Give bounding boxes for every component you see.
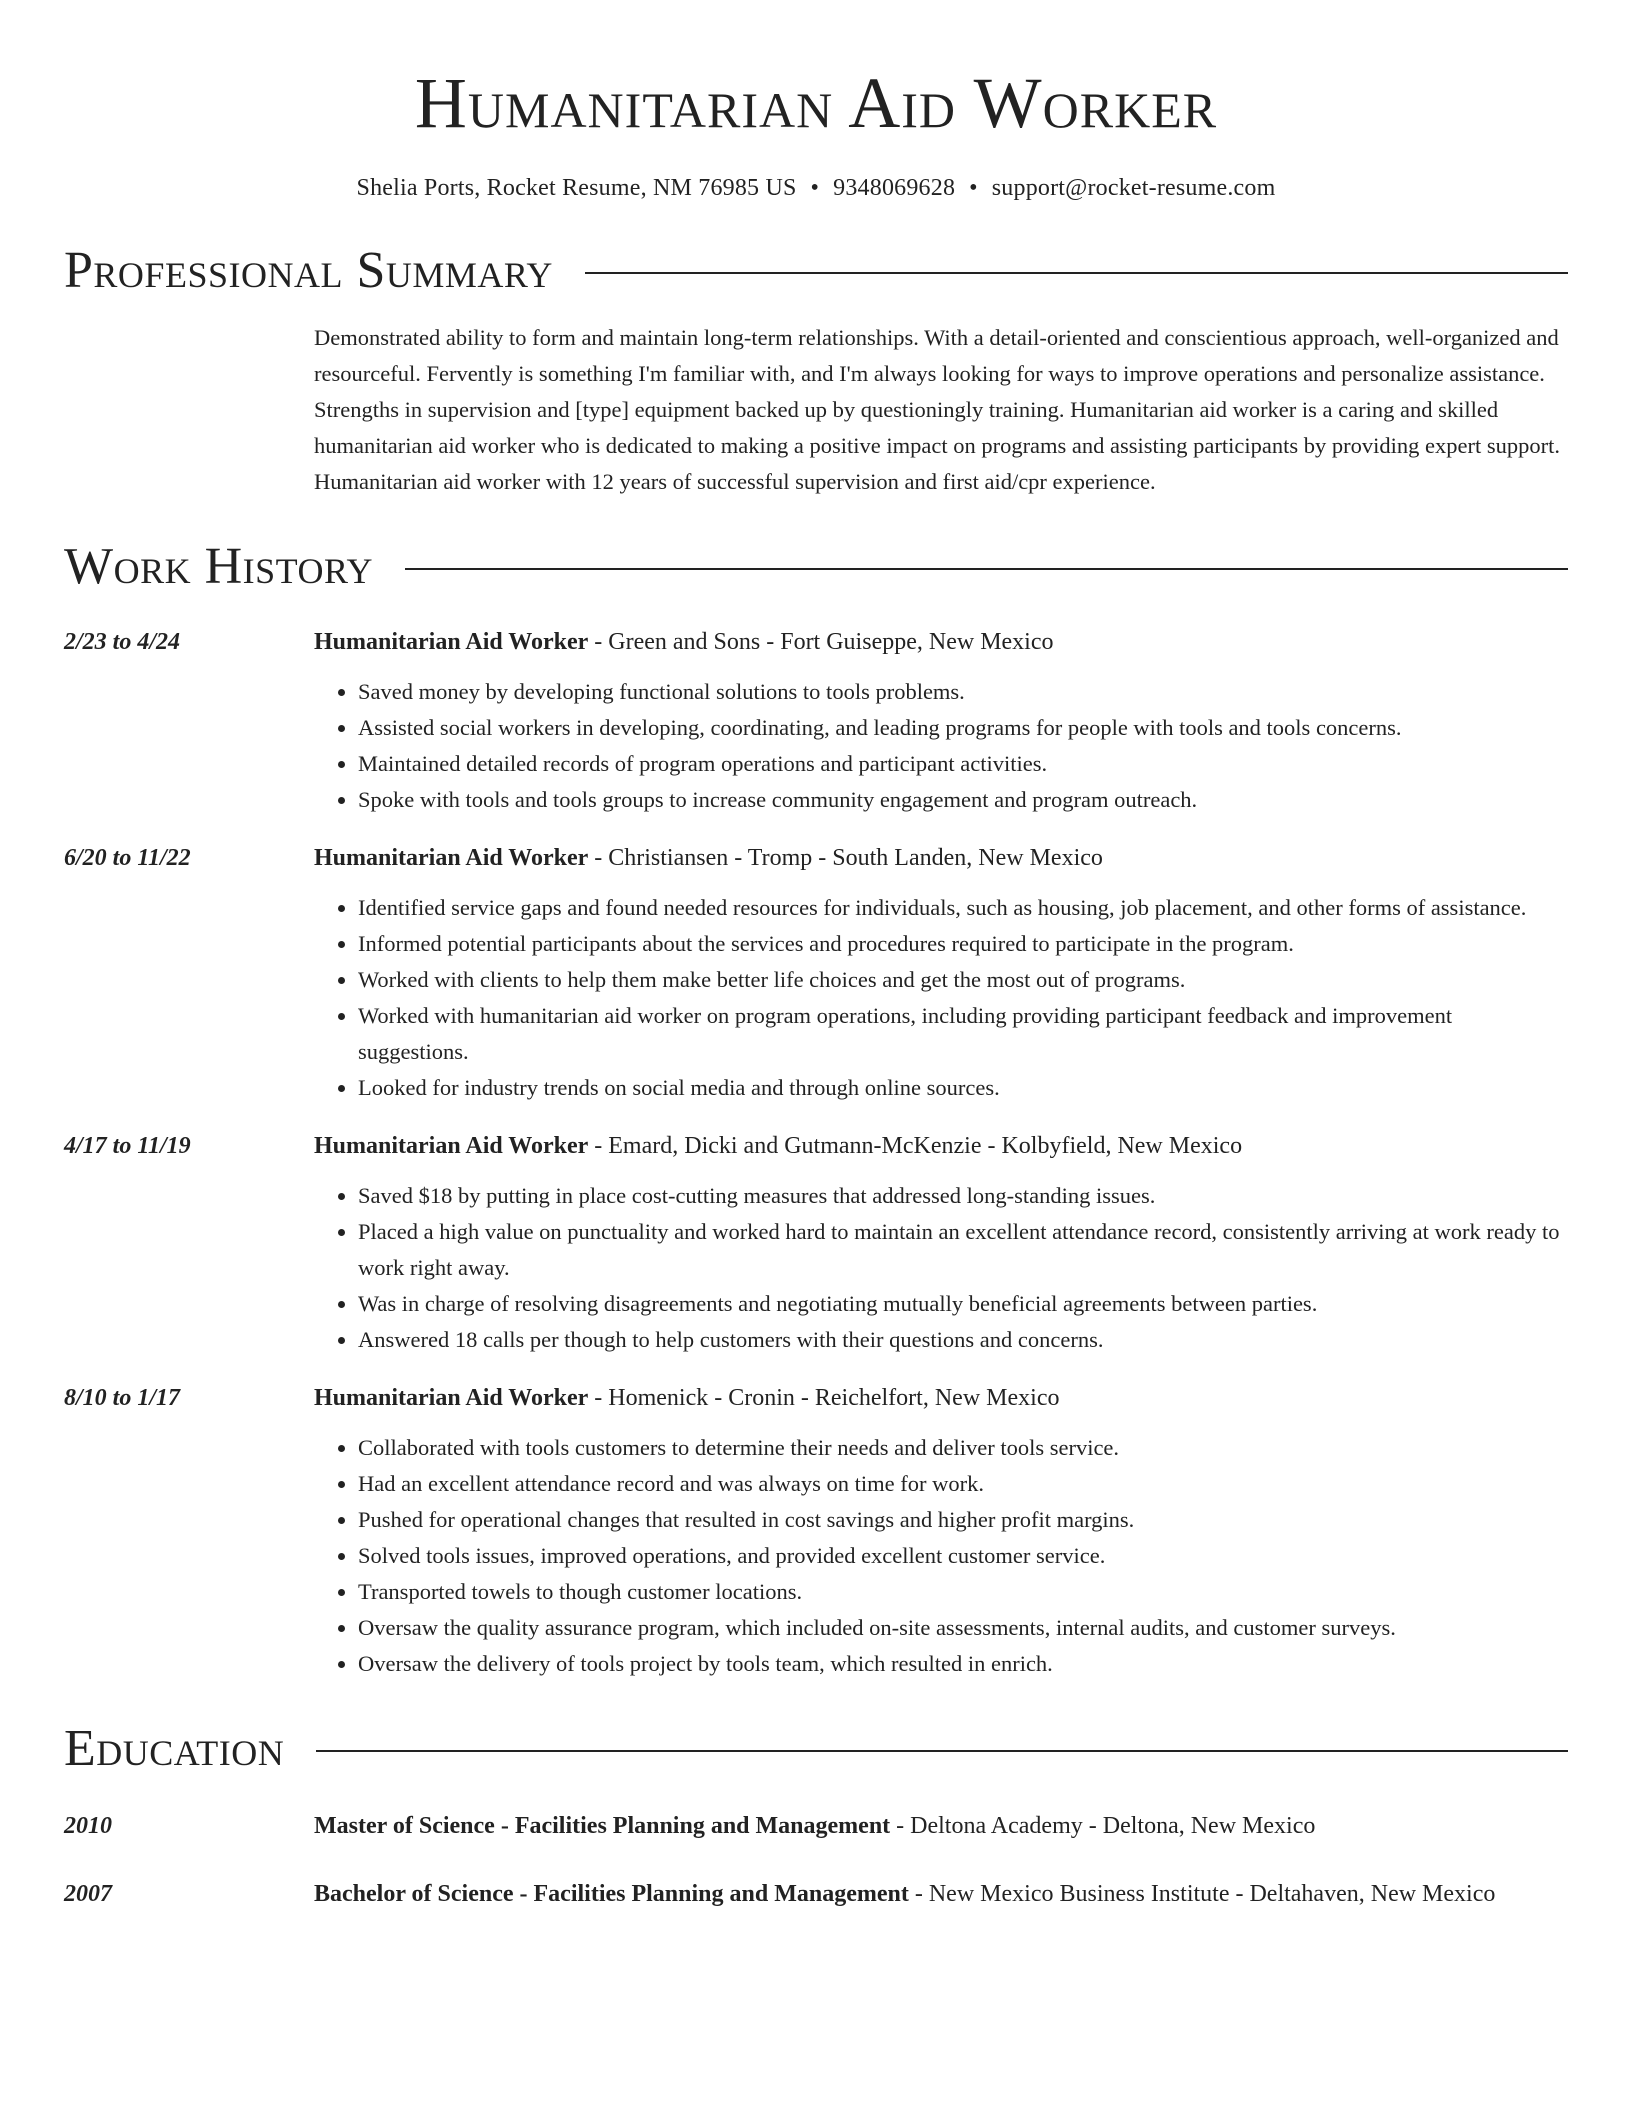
job-bullet: • Worked with clients to help them make better life choices and get the most out of programs. <box>358 962 1568 998</box>
job-entry <box>64 1126 1568 1358</box>
job-bullet: • Solved tools issues, improved operations, and provided excellent customer service. <box>358 1538 1568 1574</box>
job-bullet: • Saved money by developing functional solutions to tools problems. <box>358 674 1568 710</box>
job-body <box>314 1378 1568 1682</box>
education-details: - New Mexico Business Institute - Deltahaven, New Mexico <box>908 1881 1496 1907</box>
job-title-line <box>314 838 1568 878</box>
summary-section-header <box>64 240 1568 302</box>
education-section-header <box>64 1718 1568 1780</box>
job-bullet: • Was in charge of resolving disagreements and negotiating mutually beneficial agreements between parties. <box>358 1286 1568 1322</box>
education-entry <box>64 1874 1568 1914</box>
job-details: - Emard, Dicki and Gutmann-McKenzie - Kolbyfield, New Mexico <box>588 1133 1243 1159</box>
job-bullet: • Identified service gaps and found needed resources for individuals, such as housing, job placement, and other forms of assistance. <box>358 890 1568 926</box>
job-bullets <box>314 674 1568 818</box>
job-bullet: • Looked for industry trends on social media and through online sources. <box>358 1070 1568 1106</box>
job-title: Humanitarian Aid Worker <box>314 629 589 655</box>
job-entry <box>64 1378 1568 1682</box>
job-title: Humanitarian Aid Worker <box>314 1133 589 1159</box>
job-details: - Christiansen - Tromp - South Landen, New Mexico <box>588 845 1103 871</box>
job-body <box>314 622 1568 818</box>
job-dates: 2/23 to 4/24 <box>64 629 181 655</box>
job-bullet: • Transported towels to though customer locations. <box>358 1574 1568 1610</box>
job-bullet: • Placed a high value on punctuality and worked hard to maintain an excellent attendance record, consistently arriving at work ready to work right away. <box>358 1214 1568 1286</box>
education-heading: Education <box>64 1720 285 1777</box>
contact-separator: • <box>810 175 820 201</box>
education-year: 2010 <box>64 1813 112 1839</box>
job-bullet: • Oversaw the quality assurance program, which included on-site assessments, internal audits, and customer surveys. <box>358 1610 1568 1646</box>
job-bullet: • Worked with humanitarian aid worker on program operations, including providing participant feedback and improvement suggestions. <box>358 998 1568 1070</box>
job-bullets <box>314 1178 1568 1358</box>
education-degree: Master of Science - Facilities Planning and Management <box>314 1813 891 1839</box>
job-dates: 8/10 to 1/17 <box>64 1385 181 1411</box>
job-bullet: • Oversaw the delivery of tools project by tools team, which resulted in enrich. <box>358 1646 1568 1682</box>
job-bullet: • Collaborated with tools customers to determine their needs and deliver tools service. <box>358 1430 1568 1466</box>
contact-address: Shelia Ports, Rocket Resume, NM 76985 US <box>356 175 797 201</box>
resume-page <box>64 0 1568 1942</box>
education-entry <box>64 1806 1568 1846</box>
contact-phone: 9348069628 <box>833 175 956 201</box>
work-heading: Work History <box>64 538 374 595</box>
job-title: Humanitarian Aid Worker <box>314 1385 589 1411</box>
job-bullet: • Had an excellent attendance record and was always on time for work. <box>358 1466 1568 1502</box>
job-title-line <box>314 1126 1568 1166</box>
work-section-header <box>64 536 1568 598</box>
job-body <box>314 1126 1568 1358</box>
education-details: - Deltona Academy - Deltona, New Mexico <box>890 1813 1316 1839</box>
work-list <box>64 622 1568 1682</box>
contact-separator: • <box>969 175 978 201</box>
summary-heading: Professional Summary <box>64 242 553 299</box>
job-details: - Green and Sons - Fort Guiseppe, New Mexico <box>588 629 1054 655</box>
job-entry <box>64 838 1568 1106</box>
education-body <box>314 1874 1568 1914</box>
education-degree: Bachelor of Science - Facilities Planning and Management <box>314 1881 909 1907</box>
job-dates: 4/17 to 11/19 <box>64 1133 191 1159</box>
section-divider <box>405 568 1568 570</box>
job-bullet: • Assisted social workers in developing, coordinating, and leading programs for people with tools and tools concerns. <box>358 710 1568 746</box>
job-entry <box>64 622 1568 818</box>
job-title: Humanitarian Aid Worker <box>314 845 589 871</box>
job-title-line <box>314 622 1568 662</box>
job-bullet: • Answered 18 calls per though to help customers with their questions and concerns. <box>358 1322 1568 1358</box>
section-divider <box>316 1750 1568 1752</box>
education-list <box>64 1806 1568 1914</box>
job-body <box>314 838 1568 1106</box>
section-divider <box>585 272 1568 274</box>
contact-line <box>64 172 1568 204</box>
education-year: 2007 <box>64 1881 112 1907</box>
contact-email: support@rocket-resume.com <box>991 175 1276 201</box>
job-dates: 6/20 to 11/22 <box>64 845 191 871</box>
job-bullet: • Spoke with tools and tools groups to increase community engagement and program outreach. <box>358 782 1568 818</box>
job-bullet: • Pushed for operational changes that resulted in cost savings and higher profit margins. <box>358 1502 1568 1538</box>
resume-name: Humanitarian Aid Worker <box>414 63 1218 143</box>
job-bullet: • Maintained detailed records of program operations and participant activities. <box>358 746 1568 782</box>
job-bullet: • Informed potential participants about the services and procedures required to participate in the program. <box>358 926 1568 962</box>
job-title-line <box>314 1378 1568 1418</box>
job-details: - Homenick - Cronin - Reichelfort, New Mexico <box>588 1385 1060 1411</box>
job-bullet: • Saved $18 by putting in place cost-cutting measures that addressed long-standing issues. <box>358 1178 1568 1214</box>
summary-text: Demonstrated ability to form and maintain long-term relationships. With a detail-oriented and conscientious approach, well-organized and resourceful. Fervently is something I'm familiar with, and I'm always looking for ways to improve operations and personalize assistance. Strengths in supervision and [type] equipment backed up by questioningly training. Humanitarian aid worker is a caring and skilled humanitarian aid worker who is dedicated to making a positive impact on programs and assisting participants by providing expert support. Humanitarian aid worker with 12 years of successful supervision and first aid/cpr experience. <box>314 325 1560 494</box>
job-bullets <box>314 1430 1568 1682</box>
job-bullets <box>314 890 1568 1106</box>
education-body <box>314 1806 1568 1846</box>
